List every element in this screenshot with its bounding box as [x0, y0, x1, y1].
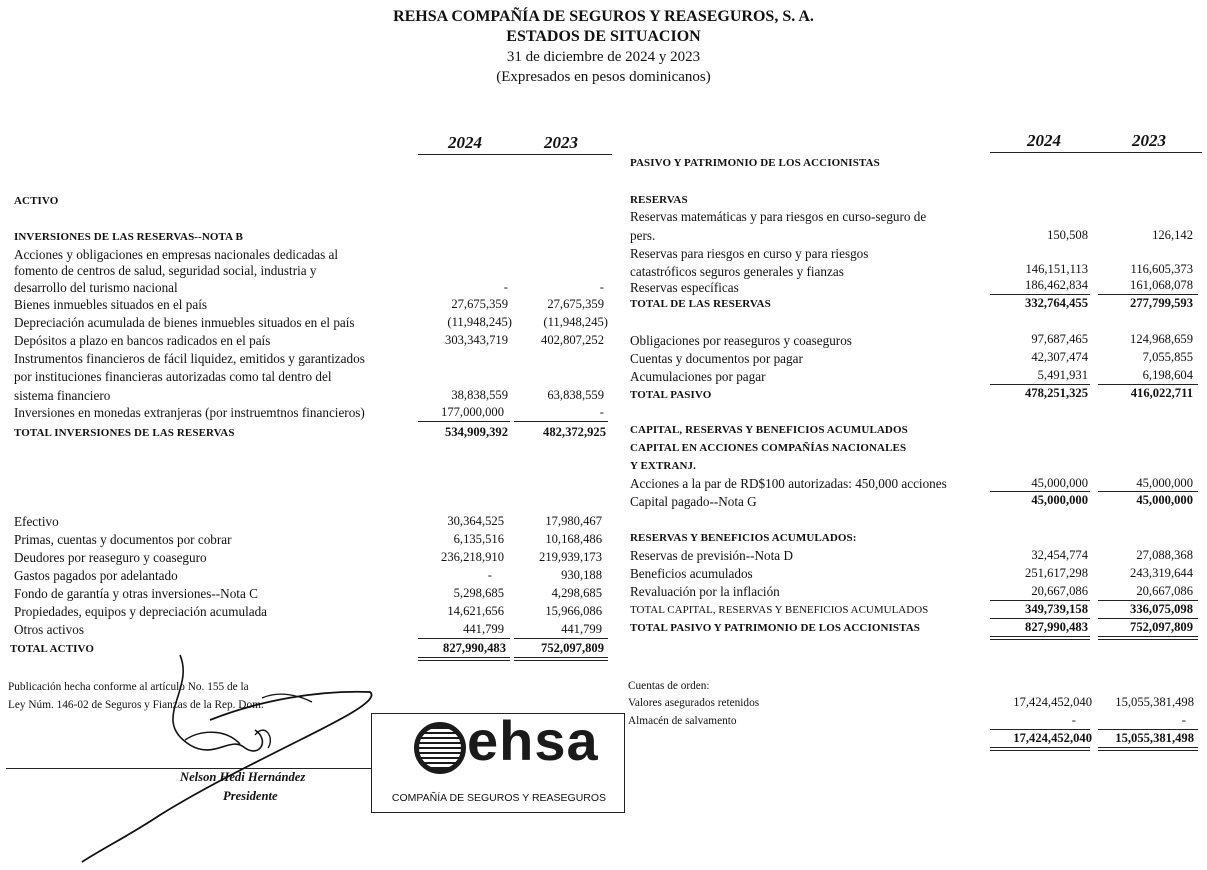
fondo-2024: 5,298,685 [453, 586, 504, 600]
primas-2024: 6,135,516 [453, 532, 504, 546]
reservas-title: RESERVAS [630, 194, 688, 206]
total-pasivo-patrimonio-2024: 827,990,483 [1025, 620, 1088, 634]
obligaciones-label: Obligaciones por reaseguros y coaseguros [630, 333, 852, 348]
reservas-subtotal-rule-2024 [990, 294, 1090, 295]
riesgos-2024: 146,151,113 [1025, 262, 1088, 276]
total-activo-label: TOTAL ACTIVO [10, 643, 95, 655]
gastos-2023: 930,188 [561, 568, 602, 582]
riesgos-line-1: Reservas para riesgos en curso y para riesgos [630, 246, 869, 261]
cuentas-orden-label: Cuentas de orden: [628, 680, 710, 692]
matematicas-2024: 150,508 [1047, 228, 1088, 242]
total-activo-double-rule-2024 [418, 657, 510, 661]
instrumentos-2024: 38,838,559 [451, 388, 508, 402]
otros-activos-2023: 441,799 [561, 622, 602, 636]
statement-date: 31 de diciembre de 2024 y 2023 [506, 49, 701, 65]
monedas-label: Inversiones en monedas extranjeras (por instruemtnos financieros) [14, 405, 365, 420]
matematicas-line-1: Reservas matemáticas y para riesgos en curso-seguro de [630, 209, 927, 224]
obligaciones-2024: 97,687,465 [1031, 332, 1088, 346]
prevision-label: Reservas de previsión--Nota D [630, 548, 793, 563]
signature-line [6, 768, 371, 769]
gastos-2024: - [487, 568, 492, 582]
total-capital-2023: 336,075,098 [1130, 602, 1193, 616]
stamp-brand: ehsa [467, 709, 599, 772]
company-stamp [371, 709, 625, 813]
especificas-label: Reservas específicas [630, 280, 739, 295]
acciones-par-2023: 45,000,000 [1136, 476, 1193, 490]
left-year-2023: 2023 [544, 133, 578, 152]
especificas-2024: 186,462,834 [1025, 278, 1088, 292]
activo-title: ACTIVO [14, 195, 59, 207]
deudores-2023: 219,939,173 [539, 550, 602, 564]
matematicas-line-2: pers. [630, 228, 656, 243]
riesgos-line-2: catastróficos seguros generales y fianzas [630, 264, 844, 279]
total-pasivo-patrimonio-2023: 752,097,809 [1130, 620, 1193, 634]
total-inversiones-2024: 534,909,392 [445, 425, 508, 439]
efectivo-2023: 17,980,467 [545, 514, 602, 528]
capital-acciones-line-1: CAPITAL EN ACCIONES COMPAÑÍAS NACIONALES [630, 442, 907, 454]
otros-activos-label: Otros activos [14, 622, 84, 637]
total-pp-double-rule-2024 [990, 636, 1090, 640]
total-capital-label: TOTAL CAPITAL, RESERVAS Y BENEFICIOS ACUMULADOS [630, 604, 929, 616]
deudores-2024: 236,218,910 [441, 550, 504, 564]
statement-title: ESTADOS DE SITUACION [506, 28, 701, 45]
orden-subtotal-rule-2023 [1098, 729, 1198, 730]
capital-pagado-2023: 45,000,000 [1136, 493, 1193, 507]
propiedades-2023: 15,966,086 [545, 604, 602, 618]
total-pasivo-patrimonio-label: TOTAL PASIVO Y PATRIMONIO DE LOS ACCIONISTAS [630, 622, 921, 634]
propiedades-label: Propiedades, equipos y depreciación acumulada [14, 604, 268, 619]
total-inversiones-2023: 482,372,925 [543, 425, 606, 439]
capital-title: CAPITAL, RESERVAS Y BENEFICIOS ACUMULADOS [630, 424, 908, 436]
publicacion-line-1: Publicación hecha conforme al artículo No. 155 de la [8, 681, 249, 693]
instrumentos-line-2: por instituciones financieras autorizadas como tal dentro del [14, 369, 332, 384]
rb-subtotal-rule-2024 [990, 600, 1090, 601]
acciones-par-2024: 45,000,000 [1031, 476, 1088, 490]
fondo-2023: 4,298,685 [551, 586, 602, 600]
acciones-line-2: fomento de centros de salud, seguridad social, industria y [14, 263, 317, 278]
acumulaciones-2023: 6,198,604 [1142, 368, 1193, 382]
total-reservas-2024: 332,764,455 [1025, 296, 1088, 310]
inversiones-title: INVERSIONES DE LAS RESERVAS--NOTA B [14, 231, 243, 243]
total-pasivo-2023: 416,022,711 [1130, 386, 1193, 400]
primas-label: Primas, cuentas y documentos por cobrar [14, 532, 232, 547]
left-year-2024: 2024 [448, 133, 482, 152]
depreciacion-label: Depreciación acumulada de bienes inmuebles situados en el país [14, 315, 355, 330]
total-reservas-label: TOTAL DE LAS RESERVAS [630, 298, 771, 310]
inv-subtotal-rule-2023 [514, 421, 608, 422]
activo-subtotal-rule-2024 [418, 638, 510, 639]
bienes-2024: 27,675,359 [451, 297, 508, 311]
monedas-2024: 177,000,000 [441, 405, 504, 419]
prevision-2023: 27,088,368 [1136, 548, 1193, 562]
instrumentos-line-3: sistema financiero [14, 388, 111, 403]
acciones-par-label: Acciones a la par de RD$100 autorizadas: 450,000 acciones [630, 476, 947, 491]
acumulaciones-label: Acumulaciones por pagar [630, 369, 766, 384]
pp-subtotal-rule-2024 [990, 618, 1090, 619]
left-header-rule [418, 154, 612, 155]
currency-note: (Expresados en pesos dominicanos) [496, 69, 711, 85]
capital-subtotal-rule-2023 [1098, 491, 1198, 492]
inv-subtotal-rule-2024 [418, 421, 510, 422]
orden-subtotal-rule-2024 [990, 729, 1090, 730]
deudores-label: Deudores por reaseguro y coaseguro [14, 550, 207, 565]
cuentas-pagar-2024: 42,307,474 [1031, 350, 1088, 364]
cuentas-pagar-2023: 7,055,855 [1142, 350, 1193, 364]
obligaciones-2023: 124,968,659 [1130, 332, 1193, 346]
revaluacion-2024: 20,667,086 [1031, 584, 1088, 598]
efectivo-2024: 30,364,525 [447, 514, 504, 528]
signer-title: Presidente [223, 789, 278, 803]
acumulaciones-2024: 5,491,931 [1037, 368, 1088, 382]
cuentas-pagar-label: Cuentas y documentos por pagar [630, 351, 803, 366]
acciones-2023: - [599, 280, 604, 294]
capital-pagado-2024: 45,000,000 [1031, 493, 1088, 507]
bienes-label: Bienes inmuebles situados en el país [14, 297, 208, 312]
right-header-rule [990, 152, 1202, 153]
total-activo-double-rule-2023 [514, 657, 608, 661]
total-activo-2023: 752,097,809 [541, 641, 604, 655]
capital-acciones-line-2: Y EXTRANJ. [630, 460, 696, 472]
total-orden-double-rule-2023 [1098, 747, 1198, 751]
revaluacion-2023: 20,667,086 [1136, 584, 1193, 598]
reservas-subtotal-rule-2023 [1098, 294, 1198, 295]
matematicas-2023: 126,142 [1152, 228, 1193, 242]
total-inversiones-label: TOTAL INVERSIONES DE LAS RESERVAS [14, 427, 235, 439]
acciones-line-1: Acciones y obligaciones en empresas nacionales dedicadas al [14, 247, 339, 262]
rb-subtotal-rule-2023 [1098, 600, 1198, 601]
almacen-2024: - [1071, 713, 1076, 727]
capital-subtotal-rule-2024 [990, 491, 1090, 492]
instrumentos-2023: 63,838,559 [547, 388, 604, 402]
depositos-label: Depósitos a plazo en bancos radicados en el país [14, 333, 271, 348]
activo-subtotal-rule-2023 [514, 638, 608, 639]
pasivo-title: PASIVO Y PATRIMONIO DE LOS ACCIONISTAS [630, 157, 880, 169]
depreciacion-2024: (11,948,245) [447, 315, 512, 329]
valores-2024: 17,424,452,040 [1013, 695, 1092, 709]
total-pp-double-rule-2023 [1098, 636, 1198, 640]
monedas-2023: - [599, 405, 604, 419]
depreciacion-2023: (11,948,245) [543, 315, 608, 329]
depositos-2023: 402,807,252 [541, 333, 604, 347]
primas-2023: 10,168,486 [545, 532, 602, 546]
bienes-2023: 27,675,359 [547, 297, 604, 311]
gastos-label: Gastos pagados por adelantado [14, 568, 178, 583]
total-pasivo-2024: 478,251,325 [1025, 386, 1088, 400]
pasivo-subtotal-rule-2024 [990, 384, 1090, 385]
efectivo-label: Efectivo [14, 514, 59, 529]
signer-name: Nelson Hedi Hernández [180, 770, 306, 784]
beneficios-2024: 251,617,298 [1025, 566, 1088, 580]
depositos-2024: 303,343,719 [445, 333, 508, 347]
total-reservas-2023: 277,799,593 [1130, 296, 1193, 310]
fondo-label: Fondo de garantía y otras inversiones--Nota C [14, 586, 258, 601]
total-activo-2024: 827,990,483 [443, 641, 506, 655]
total-orden-2023: 15,055,381,498 [1115, 731, 1194, 745]
acciones-2024: - [503, 280, 508, 294]
pasivo-subtotal-rule-2023 [1098, 384, 1198, 385]
instrumentos-line-1: Instrumentos financieros de fácil liquidez, emitidos y garantizados [14, 351, 365, 366]
revaluacion-label: Revaluación por la inflación [630, 584, 780, 599]
pp-subtotal-rule-2023 [1098, 618, 1198, 619]
almacen-label: Almacén de salvamento [628, 715, 737, 727]
almacen-2023: - [1181, 713, 1186, 727]
propiedades-2024: 14,621,656 [447, 604, 504, 618]
stamp-subtitle: COMPAÑÍA DE SEGUROS Y REASEGUROS [391, 792, 607, 804]
company-name: REHSA COMPAÑÍA DE SEGUROS Y REASEGUROS, S. A. [393, 8, 814, 25]
total-pasivo-label: TOTAL PASIVO [630, 389, 712, 401]
especificas-2023: 161,068,078 [1130, 278, 1193, 292]
total-orden-double-rule-2024 [990, 747, 1090, 751]
total-capital-2024: 349,739,158 [1025, 602, 1088, 616]
publicacion-line-2: Ley Núm. 146-02 de Seguros y Fianzas de la Rep. Dom. [8, 699, 264, 711]
right-year-2024: 2024 [1027, 131, 1061, 150]
prevision-2024: 32,454,774 [1031, 548, 1088, 562]
globe-logo-icon [414, 722, 466, 774]
riesgos-2023: 116,605,373 [1130, 262, 1193, 276]
acciones-line-3: desarrollo del turismo nacional [14, 280, 178, 295]
valores-label: Valores asegurados retenidos [628, 697, 760, 709]
reservas-beneficios-title: RESERVAS Y BENEFICIOS ACUMULADOS: [630, 532, 857, 544]
beneficios-2023: 243,319,644 [1130, 566, 1193, 580]
capital-pagado-label: Capital pagado--Nota G [630, 494, 757, 509]
otros-activos-2024: 441,799 [463, 622, 504, 636]
right-year-2023: 2023 [1132, 131, 1166, 150]
total-orden-2024: 17,424,452,040 [1013, 731, 1092, 745]
valores-2023: 15,055,381,498 [1115, 695, 1194, 709]
beneficios-label: Beneficios acumulados [630, 566, 753, 581]
